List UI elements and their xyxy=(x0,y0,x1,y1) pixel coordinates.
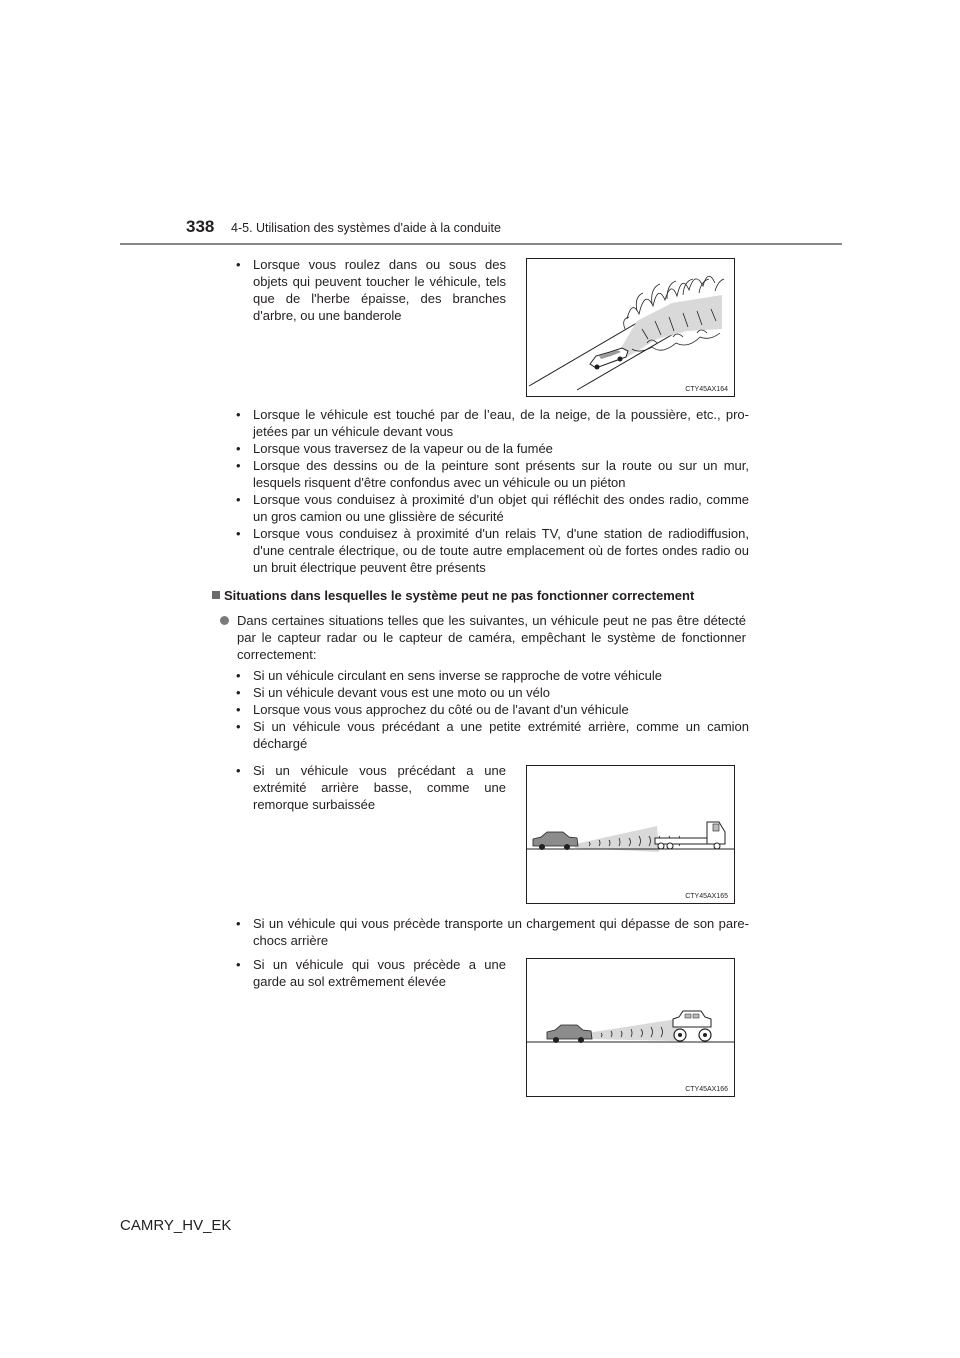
bullet-marker: • xyxy=(236,407,241,422)
list-item xyxy=(236,256,506,324)
bullet-marker: • xyxy=(236,257,241,272)
list-item-text: Si un véhicule qui vous précède a une garde au sol extrêmement élevée xyxy=(253,957,506,989)
list-item-text: Si un véhicule vous précédant a une petite extrémité arrière, comme un camion déchargé xyxy=(253,719,749,751)
section-square-icon xyxy=(212,591,220,599)
bullet-marker: • xyxy=(236,668,241,683)
list-item-text: Si un véhicule devant vous est une moto ou un vélo xyxy=(253,685,551,700)
list-item-text: Lorsque vous conduisez à proximité d'un objet qui réfléchit des ondes radio, comme un gros camion ou une glissière de sécurité xyxy=(253,492,749,524)
list-item-text: Si un véhicule vous précédant a une extrémité arrière basse, comme une remorque surbaissée xyxy=(253,763,506,812)
figure-low-trailer xyxy=(526,765,735,904)
high-clearance-illustration xyxy=(527,959,734,1096)
section-heading-text: Situations dans lesquelles le système peut ne pas fonctionner correctement xyxy=(224,588,695,603)
list-item xyxy=(236,667,749,684)
list-item xyxy=(236,491,749,525)
list-item-text: Lorsque vous traversez de la vapeur ou de la fumée xyxy=(253,441,553,456)
bullet-marker: • xyxy=(236,458,241,473)
circle-bullet-icon xyxy=(220,616,229,625)
car-icon xyxy=(533,832,578,850)
figure-high-clearance xyxy=(526,958,735,1097)
figure-code: CTY45AX164 xyxy=(685,386,728,393)
chapter-title: 4-5. Utilisation des systèmes d'aide à la conduite xyxy=(231,221,501,235)
bullet-marker: • xyxy=(236,492,241,507)
list-item-text: Lorsque vous roulez dans ou sous des objets qui peuvent toucher le véhicule, tels que de l'herbe épaisse, des branches d'arbre, ou une banderole xyxy=(253,257,506,323)
list-item-text: Lorsque des dessins ou de la peinture sont présents sur la route ou sur un mur, lesquels risquent d'être confondus avec un véhicule ou un piéton xyxy=(253,458,749,490)
figure-code: CTY45AX165 xyxy=(685,893,728,900)
bullet-marker: • xyxy=(236,763,241,778)
bullet-marker: • xyxy=(236,702,241,717)
list-item-text: Lorsque vous vous approchez du côté ou de l'avant d'un véhicule xyxy=(253,702,629,717)
list-item-text: Si un véhicule qui vous précède transporte un chargement qui dépasse de son pare-chocs arrière xyxy=(253,916,749,948)
bullet-marker: • xyxy=(236,685,241,700)
bullet-marker: • xyxy=(236,957,241,972)
list-item xyxy=(236,457,749,491)
header-divider xyxy=(120,243,842,245)
bullet-marker: • xyxy=(236,719,241,734)
list-item xyxy=(236,525,749,576)
figure-code: CTY45AX166 xyxy=(685,1086,728,1093)
high-clearance-vehicle-icon xyxy=(673,1011,711,1041)
list-item xyxy=(236,762,506,813)
list-item-text: Si un véhicule circulant en sens inverse se rapproche de votre véhicule xyxy=(253,668,663,683)
figure-vegetation xyxy=(526,258,735,397)
bullet-marker: • xyxy=(236,441,241,456)
list-item xyxy=(236,956,506,990)
truck-icon xyxy=(655,822,725,849)
list-item xyxy=(236,406,749,440)
low-trailer-illustration xyxy=(527,766,734,903)
list-item xyxy=(236,915,749,949)
list-item-text: Lorsque le véhicule est touché par de l’eau, de la neige, de la poussière, etc., pro-jetées par un véhicule devant vous xyxy=(253,407,749,439)
model-code: CAMRY_HV_EK xyxy=(120,1217,232,1234)
intro-text: Dans certaines situations telles que les suivantes, un véhicule peut ne pas être détecté par le capteur radar ou le capteur de caméra, empêchant le système de fonctionner correctement: xyxy=(237,613,746,662)
page-number: 338 xyxy=(186,217,215,236)
car-icon xyxy=(547,1025,592,1043)
list-item-text: Lorsque vous conduisez à proximité d'un relais TV, d'une station de radiodiffusion, d'une centrale électrique, ou de toute autre emplacement où de fortes ondes radio ou un bruit électrique peuvent être présents xyxy=(253,526,749,575)
intro-paragraph xyxy=(220,612,746,663)
list-item xyxy=(236,701,749,718)
car-icon xyxy=(590,348,628,370)
bullet-marker: • xyxy=(236,916,241,931)
list-item xyxy=(236,440,749,457)
bullet-marker: • xyxy=(236,526,241,541)
list-item xyxy=(236,718,749,752)
list-item xyxy=(236,684,749,701)
section-heading xyxy=(212,588,694,603)
vegetation-illustration xyxy=(527,259,734,396)
